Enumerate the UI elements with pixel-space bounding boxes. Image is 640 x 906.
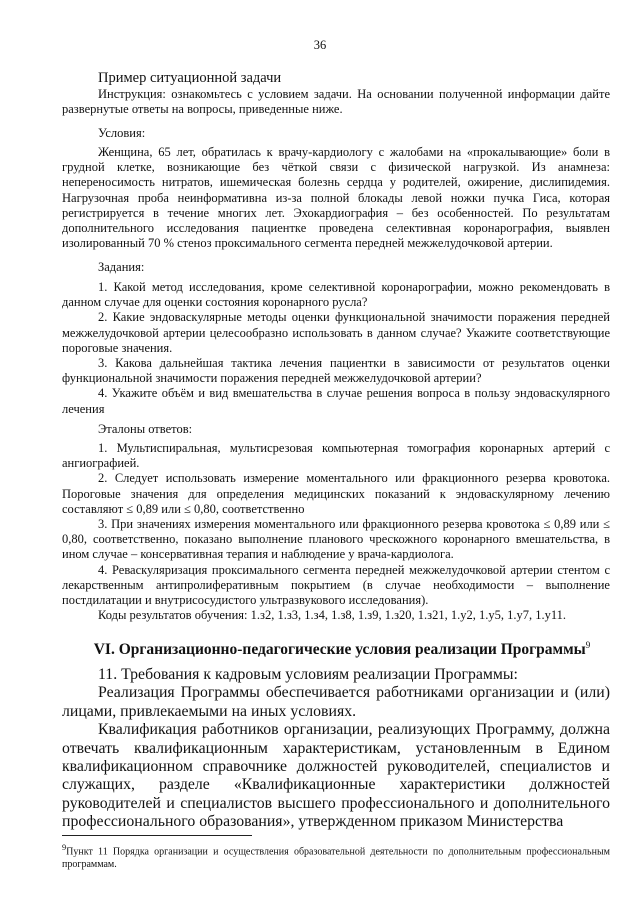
question-item: 2. Какие эндоваскулярные методы оценки функциональной значимости поражения передней межжелудочковой артерии целесообразно использовать в данном случае? Укажите соответствующие пороговые значения. (62, 310, 610, 355)
answers-label: Эталоны ответов: (98, 422, 193, 436)
body-paragraph: Реализация Программы обеспечивается работниками организации и (или) лицами, привлекаемыми на иных условиях. (62, 684, 610, 720)
answer-item: 3. При значениях измерения моментального или фракционного резерва кровотока ≤ 0,89 или ≤ 0,80, соответственно, показано выполнение планового чрескожного коронарного вмешательства, в ином случае – консервативная терапия и наблюдение у врача-кардиолога. (62, 517, 610, 562)
task-header (62, 70, 610, 117)
questions-label: Задания: (98, 260, 145, 274)
footnote-mark: 9 (62, 843, 67, 852)
answer-item: 2. Следует использовать измерение моментального или фракционного резерва кровотока. Пороговые значения для определения медицинских показаний к эндоваскулярному лечению составляют ≤ 0,89 или ≤ 0,80, соответственно (62, 471, 610, 516)
answer-item: 1. Мультиспиральная, мультисрезовая компьютерная томография коронарных артерий с ангиографией. (62, 441, 610, 471)
footnote-divider (62, 835, 252, 836)
page-number: 36 (313, 38, 327, 52)
question-item: 1. Какой метод исследования, кроме селективной коронарографии, можно рекомендовать в данном случае для оценки состояния коронарного русла? (62, 280, 610, 310)
section-title: VI. Организационно-педагогические условия реализации Программы$^9$ (93, 640, 591, 659)
questions-list (62, 280, 610, 417)
footnote-ref: 9 (585, 640, 591, 650)
answers-list (62, 441, 610, 623)
body-heading: 11. Требования к кадровым условиям реализации Программы: (98, 666, 518, 683)
question-item: 3. Какова дальнейшая тактика лечения пациентки в зависимости от результатов оценки функциональной значимости поражения передней межжелудочковой артерии? (62, 356, 610, 386)
conditions-text: Женщина, 65 лет, обратилась к врачу-кардиологу с жалобами на «прокалывающие» боли в грудной клетке, возникающие без чёткой связи с физической нагрузкой. Из анамнеза: непереносимость нитратов, ишемическая болезнь сердца у родителей, ожирение, дислипидемия. Нагрузочная проба неинформативна из-за полной блокады левой ножки пучка Гиса, которая регистрируется в течение многих лет. Эхокардиография – без особенностей. По результатам дополнительного исследования пациентке проведена селективная коронарография, выявлен изолированный 70 % стеноз проксимального сегмента передней межжелудочковой артерии. (62, 145, 610, 251)
task-instruction: Инструкция: ознакомьтесь с условием задачи. На основании полученной информации дайте развернутые ответы на вопросы, приведенные ниже. (62, 87, 610, 117)
conditions-label: Условия: (98, 126, 146, 140)
learning-codes: Коды результатов обучения: 1.з2, 1.з3, 1.з4, 1.з8, 1.з9, 1.з20, 1.з21, 1.у2, 1.у5, 1.у7, 1.у11. (98, 608, 566, 623)
footnote-text: Пункт 11 Порядка организации и осуществления образовательной деятельности по дополнительным профессиональным программам. (62, 846, 610, 870)
task-title: Пример ситуационной задачи (98, 70, 282, 86)
footnote (62, 842, 610, 871)
question-item: 4. Укажите объём и вид вмешательства в случае решения вопроса в пользу эндоваскулярного лечения (62, 386, 610, 416)
answer-item: 4. Реваскуляризация проксимального сегмента передней межжелудочковой артерии стентом с лекарственным антипролиферативным покрытием (в случае необходимости – выполнение постдилатации и внутрисосудистого ультразвукового исследования). (62, 562, 610, 608)
body-paragraph: Квалификация работников организации, реализующих Программу, должна отвечать квалификационным характеристикам, установленным в Едином квалификационном справочнике должностей руководителей, специалистов и служащих, разделе «Квалификационные характеристики должностей руководителей и специалистов высшего профессионального и дополнительного профессионального образования», утвержденном приказом Министерства (62, 721, 610, 831)
body-section (62, 666, 610, 832)
